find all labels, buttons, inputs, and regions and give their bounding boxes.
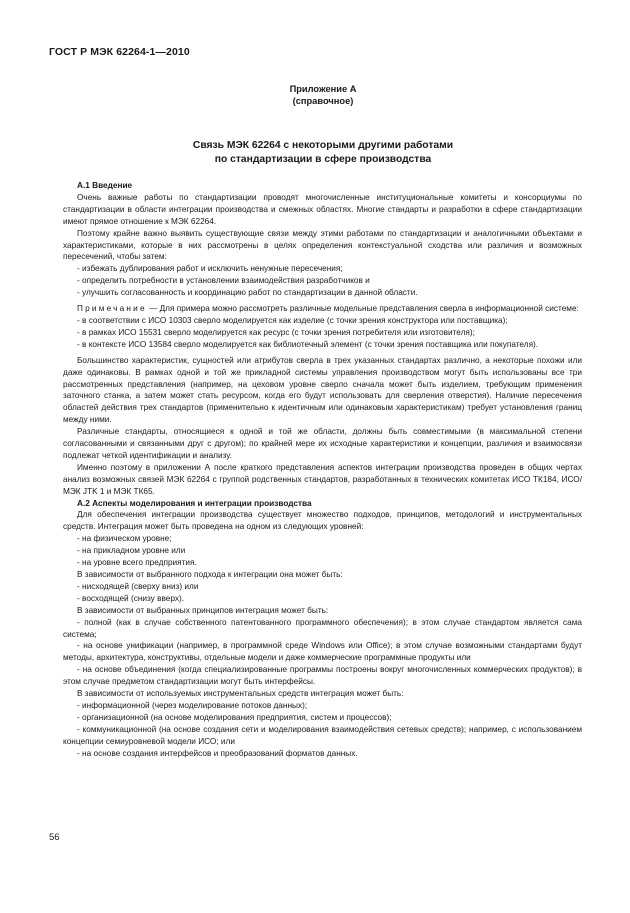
annex-type: (справочное) bbox=[292, 96, 354, 106]
list-item: - улучшить согласованность и координацию работ по стандартизации в данной области. bbox=[77, 288, 418, 298]
list-item: - коммуникационной (на основе создания сети и моделирования взаимодействия сетевых средств); например, с использованием концепции семиуровневой модели ИСО; или bbox=[63, 724, 582, 746]
title-line-1: Связь МЭК 62264 с некоторыми другими работами bbox=[192, 140, 454, 151]
document-body bbox=[63, 180, 582, 760]
note-text: — Для примера можно рассмотреть различные модельные представления сверла в информационной системе: bbox=[146, 304, 579, 314]
list-item: - на физическом уровне; bbox=[77, 534, 172, 544]
section-heading-a2: А.2 Аспекты моделирования и интеграции производства bbox=[77, 498, 312, 508]
list-item: - на основе создания интерфейсов и преобразований форматов данных. bbox=[77, 748, 358, 758]
list-item: - на уровне всего предприятия. bbox=[77, 558, 197, 568]
note-paragraph bbox=[63, 303, 582, 315]
paragraph: Именно поэтому в приложении А после краткого представления аспектов интеграции производства проведен в общих чертах анализ возможных связей МЭК 62264 с группой родственных стандартов, разработанных в технических комитетах ИСО ТК184, ИСО/МЭК JTK 1 и МЭК ТК65. bbox=[63, 462, 582, 496]
paragraph: Поэтому крайне важно выявить существующие связи между этими работами по стандартизации и аналогичными объектами и характеристиками, которые в них рассмотрены в целях определения контекстуальной сходства или различия и возможных пересечений, чтобы затем: bbox=[63, 228, 582, 262]
standard-header: ГОСТ Р МЭК 62264-1—2010 bbox=[49, 46, 190, 58]
list-item: - полной (как в случае собственного патентованного программного обеспечения); в этом случае стандартом является сама система; bbox=[63, 617, 582, 639]
list-item: - восходящей (снизу вверх). bbox=[77, 593, 185, 603]
annex-main-title bbox=[0, 139, 630, 167]
list-item: - нисходящей (сверху вниз) или bbox=[77, 581, 199, 591]
paragraph: Различные стандарты, относящиеся к одной и той же области, должны быть совместимыми (в максимальной степени согласованными и связанными друг с другом); по крайней мере их исходные характеристики и концепции, различия и взаимосвязи подлежат четкой идентификации и анализу. bbox=[63, 427, 582, 460]
paragraph: Для обеспечения интеграции производства существует множество подходов, принципов, методологий и инструментальных средств. Интеграция может быть проведена на одном из следующих уровней: bbox=[63, 510, 582, 532]
annex-heading bbox=[0, 83, 630, 107]
paragraph: Большинство характеристик, сущностей или атрибутов сверла в трех указанных стандартах различно, а некоторые похожи или даже одинаковы. В рамках одной и той же прикладной системы управления производством могут быть использованы все три рассмотренных представления (например, на цеховом уровне сверло сначала может быть изделием, требующим применения заточного станка, а затем может стать ресурсом, когда его будут использовать для сверления отверстия). Наличие пересечения областей действия трех стандартов (применительно к идентичным или одинаковым характеристикам) требует установления границ между ними. bbox=[63, 355, 582, 425]
note-item: - в контексте ИСО 13584 сверло моделируется как библиотечный элемент (с точки зрения поставщика или покупателя). bbox=[77, 339, 539, 349]
note-item: - в соответствии с ИСО 10303 сверло моделируется как изделие (с точки зрения конструктора или поставщика); bbox=[77, 315, 508, 325]
title-line-2: по стандартизации в сфере производства bbox=[214, 154, 432, 165]
paragraph: В зависимости от выбранных принципов интеграция может быть: bbox=[77, 605, 329, 615]
section-heading-a1: А.1 Введение bbox=[77, 181, 133, 190]
list-item: - определить потребности в установлении взаимодействия разработчиков и bbox=[77, 276, 370, 286]
list-item: - избежать дублирования работ и исключить ненужные пересечения; bbox=[77, 264, 343, 274]
note-label: Примечание bbox=[77, 304, 147, 314]
list-item: - организационной (на основе моделирования предприятия, систем и процессов); bbox=[77, 712, 392, 722]
note-item: - в рамках ИСО 15531 сверло моделируется как ресурс (с точки зрения потребителя или изготовителя); bbox=[77, 327, 475, 337]
page-number: 56 bbox=[49, 832, 60, 843]
list-item: - на основе объединения (когда специализированные программы построены вокруг многочисленных коммерческих продуктов); в этом случае предметом стандартизации могут быть интерфейсы. bbox=[63, 665, 582, 687]
paragraph: В зависимости от используемых инструментальных средств интеграция может быть: bbox=[77, 689, 404, 699]
paragraph: В зависимости от выбранного подхода к интеграции она может быть: bbox=[77, 570, 343, 579]
list-item: - на прикладном уровне или bbox=[77, 546, 186, 556]
list-item: - на основе унификации (например, в программной среде Windows или Office); в этом случае возможными стандартами будут методы, архитектура, конструктивы, отдельные модели и даже коммерческие программные продукты или bbox=[63, 641, 582, 663]
list-item: - информационной (через моделирование потоков данных); bbox=[77, 700, 308, 710]
paragraph: Очень важные работы по стандартизации проводят многочисленные институциональные комитеты и консорциумы по стандартизации в области интеграции производства и смежных областях. Многие стандарты и разработки в сфере стандартизации имеют прямое отношение к МЭК 62264. bbox=[63, 192, 582, 226]
annex-title: Приложение А bbox=[289, 84, 357, 94]
